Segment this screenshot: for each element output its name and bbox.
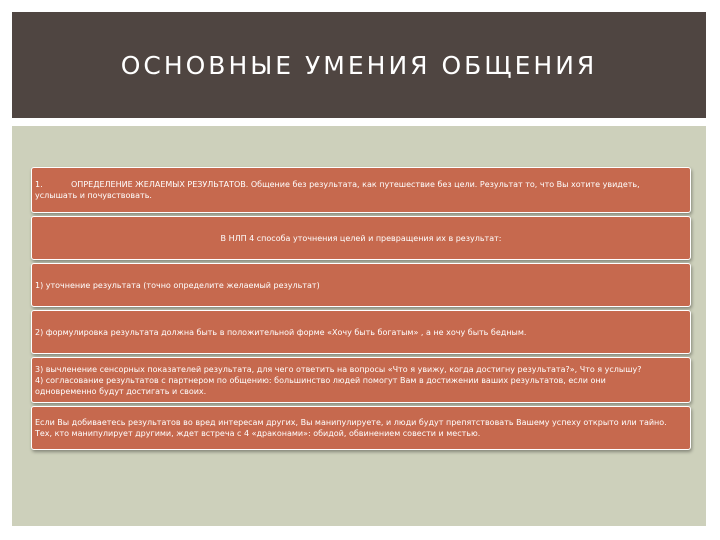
- item-2-line-1: В НЛП 4 способа уточнения целей и превращения их в результат:: [220, 233, 502, 243]
- item-box-1: [31, 167, 691, 213]
- item-box-4: [31, 310, 691, 354]
- item-1-line-1: 1. ОПРЕДЕЛЕНИЕ ЖЕЛАЕМЫХ РЕЗУЛЬТАТОВ. Общение без результата, как путешествие без цели. Результат то, что Вы хотите увидеть,: [35, 180, 640, 189]
- item-6-line-1: Если Вы добиваетесь результатов во вред интересам других, Вы манипулируете, и люди будут препятствовать Вашему успеху открыто или тайно.: [35, 418, 667, 427]
- item-1-number: 1.: [35, 180, 43, 189]
- title-bar: [12, 12, 706, 118]
- item-box-2: [31, 216, 691, 260]
- item-1-line-2: услышать и почувствовать.: [35, 191, 152, 200]
- item-5-line-3: одновременно будут достигать и своих.: [35, 386, 207, 396]
- item-5-line-1: 3) вычленение сенсорных показателей результата, для чего ответить на вопросы «Что я увижу, когда достигну результата?», Что я услышу?: [35, 364, 642, 374]
- item-4-line-1: 2) формулировка результата должна быть в положительной форме «Хочу быть богатым» , а не хочу быть бедным.: [35, 327, 527, 337]
- item-box-5: [31, 357, 691, 403]
- item-3-line-1: 1) уточнение результата (точно определите желаемый результат): [35, 280, 320, 290]
- item-box-3: [31, 263, 691, 307]
- item-5-line-2: 4) согласование результатов с партнером по общению: большинство людей помогут Вам в достижении ваших результатов, если они: [35, 375, 606, 385]
- slide-title: ОСНОВНЫЕ УМЕНИЯ ОБЩЕНИЯ: [120, 50, 598, 80]
- item-box-6: [31, 406, 691, 450]
- item-6-line-2: Тех, кто манипулирует другими, ждет встреча с 4 «драконами»: обидой, обвинением совести и местью.: [35, 429, 481, 438]
